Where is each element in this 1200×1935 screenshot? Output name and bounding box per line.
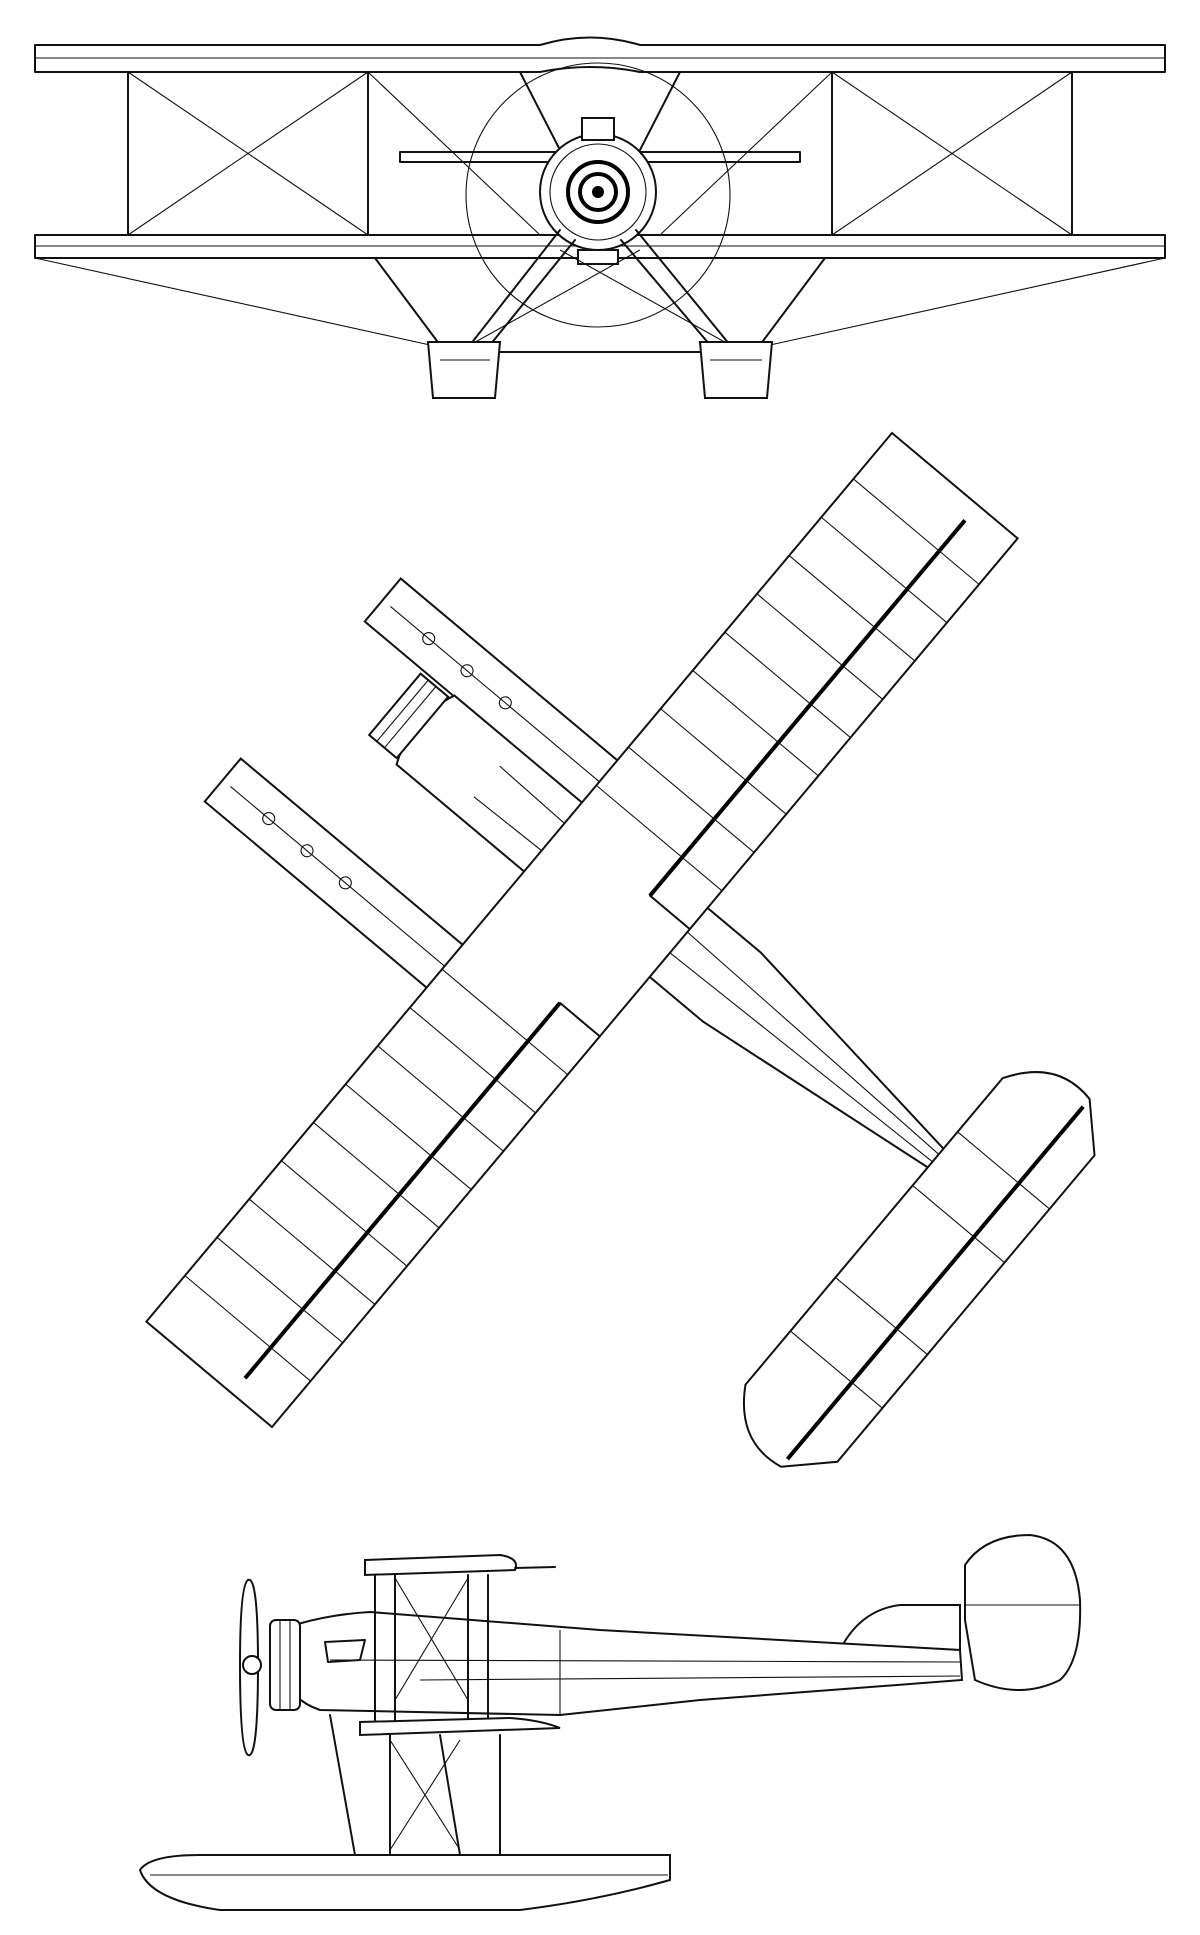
front-upper-wing: [35, 38, 1165, 73]
side-lower-wing: [360, 1718, 560, 1735]
top-view: [146, 433, 1121, 1494]
side-rudder: [965, 1535, 1080, 1690]
top-tailplane: [719, 1046, 1122, 1493]
front-view: [35, 38, 1165, 399]
side-float: [140, 1855, 670, 1910]
front-right-float: [700, 342, 772, 398]
side-engine: [240, 1580, 300, 1756]
radial-engine-front: [540, 118, 656, 264]
side-upper-wing: [365, 1555, 516, 1575]
side-view: [140, 1535, 1080, 1910]
front-left-float: [428, 342, 500, 398]
